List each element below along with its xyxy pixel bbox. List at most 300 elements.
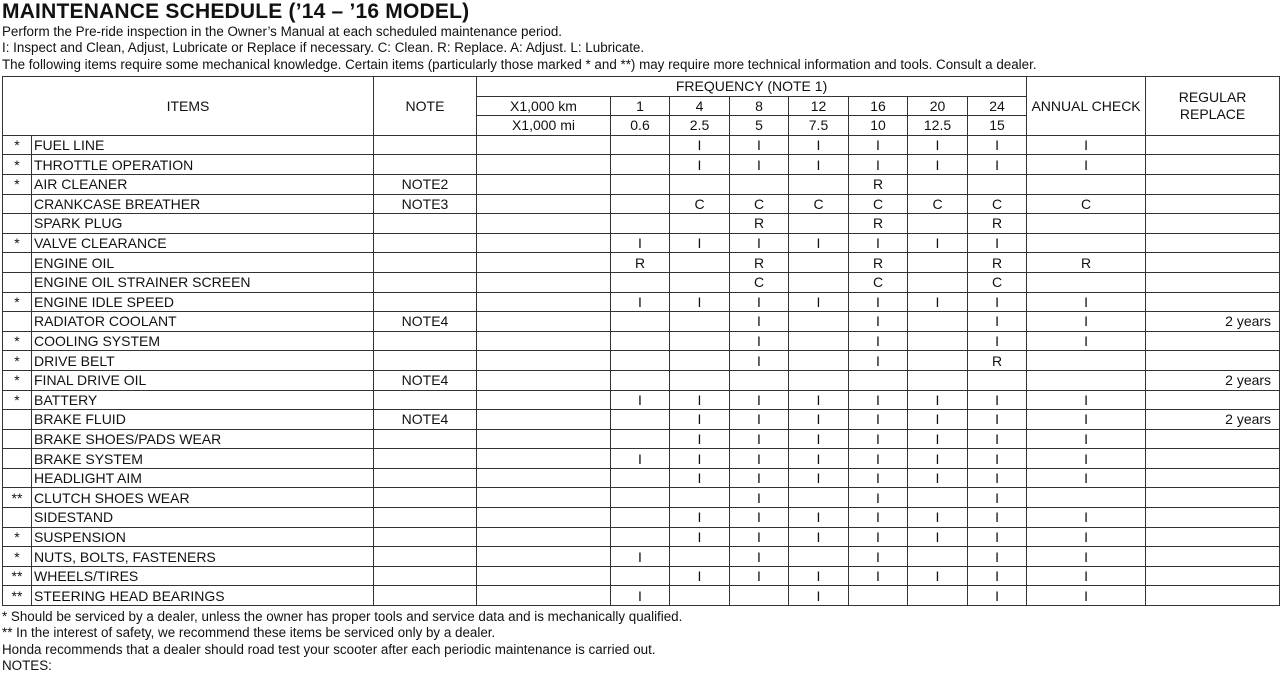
regular-replace-cell [1146, 174, 1280, 194]
km-interval: 8 [730, 96, 789, 116]
blank-cell [477, 233, 611, 253]
frequency-cell [908, 272, 968, 292]
frequency-cell: I [789, 292, 849, 312]
frequency-cell: I [611, 292, 670, 312]
frequency-cell: I [849, 390, 908, 410]
annual-check-cell: I [1027, 449, 1146, 469]
blank-cell [477, 547, 611, 567]
annual-check-cell: C [1027, 194, 1146, 214]
frequency-cell: I [611, 586, 670, 606]
frequency-cell: I [670, 233, 730, 253]
table-row [3, 410, 1280, 430]
frequency-cell: I [849, 351, 908, 371]
regular-replace-cell [1146, 155, 1280, 175]
frequency-cell: I [968, 547, 1027, 567]
blank-cell [477, 292, 611, 312]
annual-check-cell: I [1027, 312, 1146, 332]
frequency-cell [730, 174, 789, 194]
frequency-cell: I [730, 155, 789, 175]
frequency-cell [789, 351, 849, 371]
annual-check-cell: I [1027, 155, 1146, 175]
item-name: NUTS, BOLTS, FASTENERS [32, 547, 374, 567]
frequency-cell: I [730, 390, 789, 410]
mi-interval: 5 [730, 116, 789, 136]
frequency-cell [670, 488, 730, 508]
item-name: ENGINE OIL [32, 253, 374, 273]
dealer-mark: * [3, 527, 32, 547]
frequency-cell: I [968, 135, 1027, 155]
table-row [3, 527, 1280, 547]
annual-check-cell: I [1027, 468, 1146, 488]
frequency-cell [670, 312, 730, 332]
item-note [374, 468, 477, 488]
table-row [3, 586, 1280, 606]
regular-replace-cell [1146, 331, 1280, 351]
dealer-mark: * [3, 547, 32, 567]
frequency-cell: R [730, 253, 789, 273]
item-name: WHEELS/TIRES [32, 566, 374, 586]
item-note [374, 586, 477, 606]
dealer-mark [3, 410, 32, 430]
frequency-cell: I [968, 312, 1027, 332]
table-row [3, 390, 1280, 410]
table-row [3, 174, 1280, 194]
km-interval: 20 [908, 96, 968, 116]
frequency-cell: I [789, 449, 849, 469]
frequency-cell [611, 155, 670, 175]
frequency-cell [611, 468, 670, 488]
regular-replace-cell: 2 years [1146, 312, 1280, 332]
table-row [3, 488, 1280, 508]
annual-check-header: ANNUAL CHECK [1027, 77, 1146, 136]
frequency-cell [789, 370, 849, 390]
annual-check-cell: I [1027, 390, 1146, 410]
annual-check-cell [1027, 351, 1146, 371]
frequency-cell: I [789, 233, 849, 253]
dealer-mark [3, 508, 32, 528]
frequency-cell: I [789, 468, 849, 488]
blank-cell [477, 272, 611, 292]
frequency-cell [789, 174, 849, 194]
frequency-cell: I [849, 449, 908, 469]
frequency-cell: I [908, 233, 968, 253]
dealer-mark [3, 449, 32, 469]
footnote-dealer: * Should be serviced by a dealer, unless the owner has proper tools and service data and is mechanically qualified. [2, 609, 683, 624]
item-name: ENGINE OIL STRAINER SCREEN [32, 272, 374, 292]
regular-replace-cell [1146, 351, 1280, 371]
frequency-cell [789, 214, 849, 234]
item-note [374, 272, 477, 292]
blank-cell [477, 331, 611, 351]
mi-interval: 7.5 [789, 116, 849, 136]
frequency-cell [611, 351, 670, 371]
dealer-mark [3, 468, 32, 488]
frequency-cell: I [670, 292, 730, 312]
item-note [374, 429, 477, 449]
item-note [374, 488, 477, 508]
table-row [3, 253, 1280, 273]
blank-cell [477, 253, 611, 273]
regular-replace-cell: 2 years [1146, 410, 1280, 430]
frequency-cell: I [968, 233, 1027, 253]
table-row [3, 370, 1280, 390]
frequency-cell: C [730, 272, 789, 292]
frequency-cell: I [730, 547, 789, 567]
frequency-cell: I [849, 292, 908, 312]
frequency-cell [908, 214, 968, 234]
item-name: RADIATOR COOLANT [32, 312, 374, 332]
frequency-cell: I [730, 488, 789, 508]
knowledge-notice: The following items require some mechanical knowledge. Certain items (particularly those marked * and **) may require more technical information and tools. Consult a dealer. [2, 57, 1037, 72]
frequency-cell: I [670, 155, 730, 175]
frequency-cell: I [908, 508, 968, 528]
table-row [3, 272, 1280, 292]
item-note [374, 351, 477, 371]
blank-cell [477, 429, 611, 449]
frequency-cell [789, 488, 849, 508]
table-row [3, 351, 1280, 371]
item-note [374, 508, 477, 528]
frequency-cell: I [849, 135, 908, 155]
table-row [3, 468, 1280, 488]
annual-check-cell [1027, 272, 1146, 292]
regular-replace-cell [1146, 233, 1280, 253]
frequency-cell [670, 174, 730, 194]
frequency-cell: R [968, 351, 1027, 371]
frequency-cell [611, 194, 670, 214]
blank-cell [477, 155, 611, 175]
frequency-cell: I [908, 410, 968, 430]
blank-cell [477, 351, 611, 371]
item-note [374, 547, 477, 567]
dealer-mark: * [3, 233, 32, 253]
frequency-cell [670, 351, 730, 371]
frequency-cell [670, 331, 730, 351]
item-name: CLUTCH SHOES WEAR [32, 488, 374, 508]
item-note [374, 214, 477, 234]
footnote-safety: ** In the interest of safety, we recommend these items be serviced only by a dealer. [2, 625, 496, 640]
frequency-cell [670, 370, 730, 390]
table-row [3, 194, 1280, 214]
frequency-cell: I [908, 468, 968, 488]
blank-cell [477, 527, 611, 547]
item-name: VALVE CLEARANCE [32, 233, 374, 253]
frequency-cell: I [730, 331, 789, 351]
frequency-cell [611, 527, 670, 547]
mi-interval: 15 [968, 116, 1027, 136]
regular-replace-cell [1146, 194, 1280, 214]
frequency-cell [908, 174, 968, 194]
annual-check-cell: R [1027, 253, 1146, 273]
frequency-cell: I [670, 449, 730, 469]
table-row [3, 155, 1280, 175]
dealer-mark [3, 194, 32, 214]
frequency-cell: I [849, 155, 908, 175]
frequency-cell: C [670, 194, 730, 214]
frequency-cell: C [968, 194, 1027, 214]
frequency-cell [611, 214, 670, 234]
frequency-cell [670, 214, 730, 234]
frequency-cell: I [730, 292, 789, 312]
regular-replace-cell [1146, 292, 1280, 312]
regular-replace-cell [1146, 253, 1280, 273]
frequency-cell: I [611, 547, 670, 567]
item-note [374, 390, 477, 410]
frequency-cell: I [849, 527, 908, 547]
blank-cell [477, 370, 611, 390]
km-interval: 1 [611, 96, 670, 116]
item-name: COOLING SYSTEM [32, 331, 374, 351]
frequency-cell [670, 272, 730, 292]
frequency-cell [908, 253, 968, 273]
item-name: BRAKE SHOES/PADS WEAR [32, 429, 374, 449]
dealer-mark: * [3, 174, 32, 194]
frequency-cell: I [968, 566, 1027, 586]
dealer-mark [3, 272, 32, 292]
item-name: STEERING HEAD BEARINGS [32, 586, 374, 606]
dealer-mark: * [3, 351, 32, 371]
frequency-cell [908, 547, 968, 567]
item-name: SPARK PLUG [32, 214, 374, 234]
frequency-cell: I [789, 429, 849, 449]
frequency-cell: I [968, 488, 1027, 508]
frequency-cell: I [670, 390, 730, 410]
frequency-header: FREQUENCY (NOTE 1) [477, 77, 1027, 97]
frequency-cell: I [849, 233, 908, 253]
frequency-cell [730, 586, 789, 606]
frequency-cell: C [849, 272, 908, 292]
frequency-cell: I [849, 566, 908, 586]
frequency-cell: R [849, 174, 908, 194]
table-row [3, 566, 1280, 586]
frequency-cell: R [611, 253, 670, 273]
regular-replace-cell [1146, 429, 1280, 449]
frequency-cell: I [789, 527, 849, 547]
frequency-cell [968, 370, 1027, 390]
km-label: X1,000 km [477, 96, 611, 116]
annual-check-cell: I [1027, 547, 1146, 567]
frequency-cell: I [730, 566, 789, 586]
blank-cell [477, 214, 611, 234]
frequency-cell: I [670, 508, 730, 528]
frequency-cell: I [670, 566, 730, 586]
frequency-cell: I [789, 586, 849, 606]
km-interval: 12 [789, 96, 849, 116]
dealer-mark [3, 429, 32, 449]
blank-cell [477, 566, 611, 586]
frequency-cell [968, 174, 1027, 194]
frequency-cell: I [968, 331, 1027, 351]
frequency-cell [789, 547, 849, 567]
frequency-cell: I [611, 390, 670, 410]
blank-cell [477, 410, 611, 430]
frequency-cell: I [789, 410, 849, 430]
frequency-cell [611, 429, 670, 449]
frequency-cell: C [849, 194, 908, 214]
frequency-cell: I [789, 566, 849, 586]
item-note [374, 292, 477, 312]
frequency-cell: I [730, 135, 789, 155]
frequency-cell: I [670, 429, 730, 449]
frequency-cell: I [908, 449, 968, 469]
regular-replace-cell [1146, 547, 1280, 567]
frequency-cell: I [611, 233, 670, 253]
frequency-cell [611, 370, 670, 390]
dealer-mark: * [3, 331, 32, 351]
frequency-cell: C [730, 194, 789, 214]
frequency-cell: I [789, 155, 849, 175]
frequency-cell: I [968, 429, 1027, 449]
frequency-cell [611, 488, 670, 508]
item-note: NOTE4 [374, 410, 477, 430]
annual-check-cell: I [1027, 508, 1146, 528]
item-note: NOTE4 [374, 312, 477, 332]
frequency-cell: C [908, 194, 968, 214]
table-row [3, 429, 1280, 449]
legend-text: I: Inspect and Clean, Adjust, Lubricate or Replace if necessary. C: Clean. R: Replace. A: Adjust. L: Lubricate. [2, 40, 645, 55]
item-name: SIDESTAND [32, 508, 374, 528]
blank-cell [477, 312, 611, 332]
frequency-cell: I [730, 410, 789, 430]
annual-check-cell: I [1027, 292, 1146, 312]
items-header: ITEMS [3, 77, 374, 136]
frequency-cell [670, 547, 730, 567]
item-note [374, 233, 477, 253]
frequency-cell: I [908, 155, 968, 175]
regular-replace-header: REGULAR REPLACE [1146, 77, 1280, 136]
frequency-cell: I [968, 449, 1027, 469]
frequency-cell [730, 370, 789, 390]
frequency-cell: I [968, 527, 1027, 547]
dealer-mark: * [3, 370, 32, 390]
table-row [3, 312, 1280, 332]
note-header: NOTE [374, 77, 477, 136]
frequency-cell: I [849, 312, 908, 332]
intro-text: Perform the Pre-ride inspection in the Owner’s Manual at each scheduled maintenance period. [2, 24, 562, 39]
dealer-mark [3, 214, 32, 234]
regular-replace-cell [1146, 449, 1280, 469]
frequency-cell [670, 586, 730, 606]
annual-check-cell: I [1027, 527, 1146, 547]
table-body [3, 135, 1280, 605]
mi-label: X1,000 mi [477, 116, 611, 136]
frequency-cell: I [849, 488, 908, 508]
frequency-cell [789, 272, 849, 292]
blank-cell [477, 194, 611, 214]
annual-check-cell: I [1027, 135, 1146, 155]
frequency-cell [611, 566, 670, 586]
frequency-cell: R [730, 214, 789, 234]
dealer-mark: ** [3, 488, 32, 508]
dealer-mark: * [3, 390, 32, 410]
item-name: FUEL LINE [32, 135, 374, 155]
regular-replace-cell [1146, 508, 1280, 528]
item-name: AIR CLEANER [32, 174, 374, 194]
item-name: BRAKE SYSTEM [32, 449, 374, 469]
frequency-cell: I [730, 429, 789, 449]
dealer-mark: * [3, 155, 32, 175]
frequency-cell: I [908, 566, 968, 586]
frequency-cell [908, 312, 968, 332]
item-name: CRANKCASE BREATHER [32, 194, 374, 214]
blank-cell [477, 586, 611, 606]
annual-check-cell: I [1027, 429, 1146, 449]
annual-check-cell: I [1027, 331, 1146, 351]
item-name: SUSPENSION [32, 527, 374, 547]
frequency-cell [849, 370, 908, 390]
table-row [3, 547, 1280, 567]
regular-replace-cell [1146, 214, 1280, 234]
frequency-cell: I [968, 155, 1027, 175]
dealer-mark [3, 253, 32, 273]
table-row [3, 449, 1280, 469]
annual-check-cell: I [1027, 566, 1146, 586]
table-row [3, 135, 1280, 155]
frequency-cell: I [968, 292, 1027, 312]
frequency-cell: I [849, 410, 908, 430]
frequency-cell: I [849, 508, 908, 528]
blank-cell [477, 174, 611, 194]
frequency-cell: I [908, 390, 968, 410]
frequency-cell: I [670, 468, 730, 488]
annual-check-cell [1027, 233, 1146, 253]
frequency-cell: R [968, 214, 1027, 234]
frequency-cell: I [730, 312, 789, 332]
item-name: THROTTLE OPERATION [32, 155, 374, 175]
blank-cell [477, 390, 611, 410]
annual-check-cell [1027, 488, 1146, 508]
item-note: NOTE3 [374, 194, 477, 214]
frequency-cell: I [670, 527, 730, 547]
km-interval: 16 [849, 96, 908, 116]
item-note [374, 527, 477, 547]
table-row [3, 233, 1280, 253]
dealer-mark [3, 312, 32, 332]
dealer-mark: * [3, 292, 32, 312]
frequency-cell: I [908, 429, 968, 449]
item-note [374, 449, 477, 469]
annual-check-cell: I [1027, 586, 1146, 606]
frequency-cell: I [849, 468, 908, 488]
item-note [374, 331, 477, 351]
regular-replace-cell [1146, 390, 1280, 410]
regular-replace-cell [1146, 566, 1280, 586]
frequency-cell: I [968, 410, 1027, 430]
item-name: FINAL DRIVE OIL [32, 370, 374, 390]
frequency-cell: I [730, 233, 789, 253]
frequency-cell: I [789, 135, 849, 155]
frequency-cell: I [789, 390, 849, 410]
item-name: DRIVE BELT [32, 351, 374, 371]
frequency-cell: I [849, 331, 908, 351]
frequency-cell: I [730, 508, 789, 528]
item-note [374, 253, 477, 273]
frequency-cell: I [789, 508, 849, 528]
frequency-cell: R [849, 253, 908, 273]
frequency-cell [611, 312, 670, 332]
frequency-cell: I [908, 527, 968, 547]
annual-check-cell [1027, 214, 1146, 234]
frequency-cell: I [968, 468, 1027, 488]
frequency-cell [908, 370, 968, 390]
frequency-cell: I [849, 429, 908, 449]
frequency-cell [611, 174, 670, 194]
km-interval: 24 [968, 96, 1027, 116]
dealer-mark: * [3, 135, 32, 155]
frequency-cell: R [968, 253, 1027, 273]
item-note: NOTE2 [374, 174, 477, 194]
mi-interval: 12.5 [908, 116, 968, 136]
